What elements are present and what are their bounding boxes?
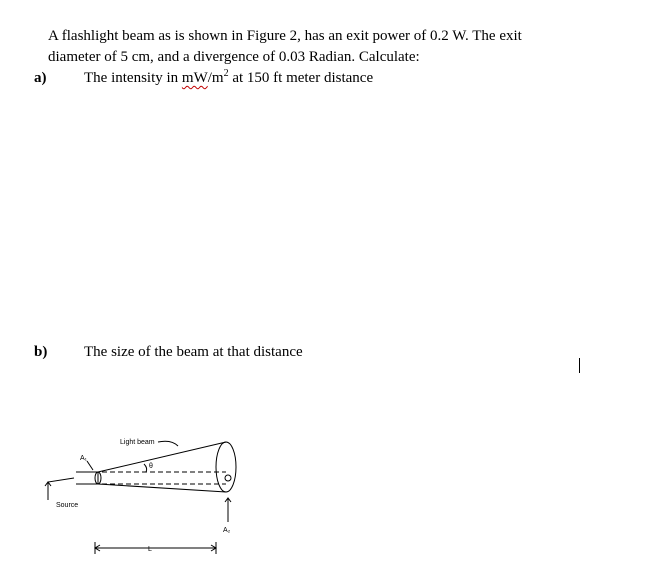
part-b-question: The size of the beam at that distance (84, 344, 303, 360)
part-a-label: a) (34, 70, 47, 86)
flashlight-beam-figure (40, 428, 260, 566)
divergence-arc (144, 464, 147, 472)
unit-superscript: 2 (223, 68, 229, 79)
part-a-text-after: at 150 ft meter distance (228, 70, 374, 86)
part-a-text-before: The intensity in (84, 70, 182, 86)
beam-upper-edge (98, 442, 226, 472)
light-beam-pointer (158, 441, 178, 446)
part-a-question (84, 68, 373, 88)
unit-misspelled-word: mW (181, 70, 208, 86)
theta-label: θ (149, 463, 153, 470)
source-label: Source (56, 502, 79, 509)
text-cursor (579, 358, 580, 373)
problem-statement-line-2: diameter of 5 cm, and a divergence of 0.03 Radian. Calculate: (48, 49, 420, 65)
a2-label: A₂ (223, 527, 231, 534)
length-label: L (148, 546, 152, 553)
a1-pointer (87, 461, 93, 470)
end-spot-circle (225, 475, 231, 481)
unit-rest: /m (207, 70, 224, 86)
beam-lower-edge (98, 484, 226, 492)
problem-statement-line-1: A flashlight beam as is shown in Figure 2, has an exit power of 0.2 W. The exit (48, 28, 522, 44)
light-beam-label: Light beam (120, 439, 155, 446)
source-pointer (48, 478, 74, 500)
a1-label: A₁ (80, 455, 88, 462)
part-b-label: b) (34, 344, 48, 360)
